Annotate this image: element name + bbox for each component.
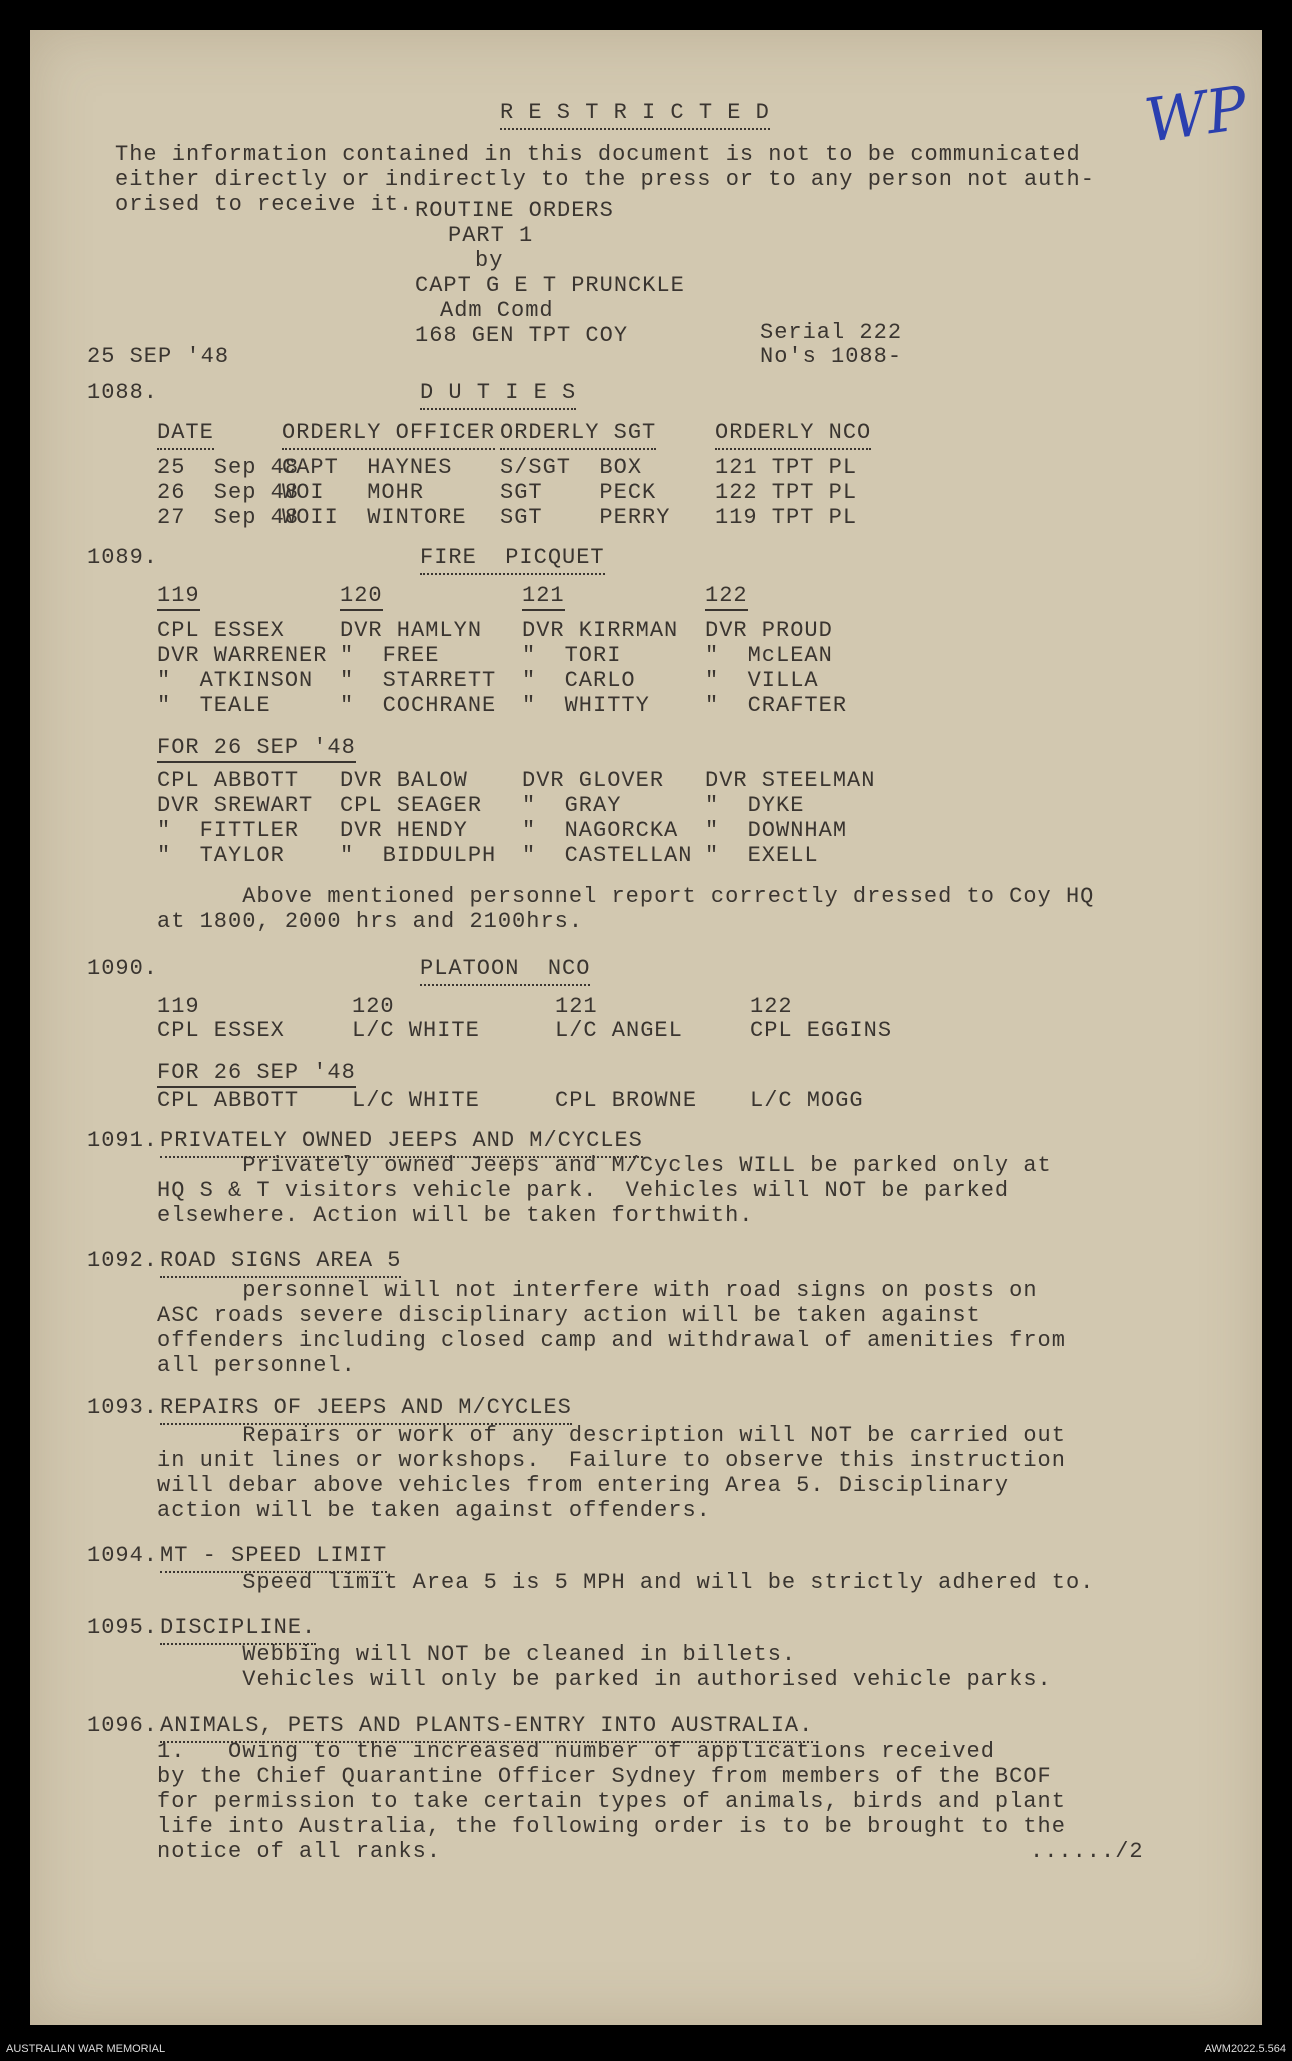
title-adm-comd: Adm Comd <box>440 298 554 323</box>
footer-institution: AUSTRALIAN WAR MEMORIAL <box>6 2043 166 2055</box>
order-numbers: No's 1088- <box>760 344 903 369</box>
duty-row-1-nco: 121 TPT PL <box>715 455 858 480</box>
duty-row-2-nco: 122 TPT PL <box>715 480 858 505</box>
order-1093-line-3: will debar above vehicles from entering Area 5. Disciplinary <box>157 1473 1010 1498</box>
serial-number: Serial 222 <box>760 320 903 345</box>
order-1095-line-1: Webbing will NOT be cleaned in billets. <box>157 1642 797 1667</box>
picquet-g1-r2-c4: " McLEAN <box>705 643 833 668</box>
order-1093-line-2: in unit lines or workshops. Failure to observe this instruction <box>157 1448 1066 1473</box>
picquet-g2-r4-c3: " CASTELLAN <box>522 843 693 868</box>
picquet-g2-r2-c1: DVR SREWART <box>157 793 314 818</box>
picquet-note-line-2: at 1800, 2000 hrs and 2100hrs. <box>157 909 584 934</box>
picquet-g2-r3-c2: DVR HENDY <box>340 818 468 843</box>
continuation-marker: ....../2 <box>1030 1839 1144 1864</box>
picquet-g1-r1-c2: DVR HAMLYN <box>340 618 483 643</box>
platoon-nco-heading: PLATOON NCO <box>420 956 590 986</box>
title-routine-orders: ROUTINE ORDERS <box>415 198 614 223</box>
notice-line-2: either directly or indirectly to the press or to any person not auth- <box>115 167 1095 192</box>
picquet-platoon-122: 122 <box>705 583 748 611</box>
order-1093-line-1: Repairs or work of any description will NOT be carried out <box>157 1423 1066 1448</box>
item-number-1093: 1093. <box>87 1395 159 1420</box>
duty-row-3-date: 27 Sep 48 <box>157 505 300 530</box>
nco-120: L/C WHITE <box>352 1018 480 1043</box>
item-number-1088: 1088. <box>87 380 159 405</box>
order-1092-title: ROAD SIGNS AREA 5 <box>160 1248 401 1278</box>
picquet-g1-r2-c1: DVR WARRENER <box>157 643 328 668</box>
nco2-119: CPL ABBOTT <box>157 1088 300 1113</box>
order-1096-title: ANIMALS, PETS AND PLANTS-ENTRY INTO AUSTRALIA. <box>160 1713 813 1743</box>
notice-line-1: The information contained in this document is not to be communicated <box>115 142 1081 167</box>
picquet-g2-r4-c2: " BIDDULPH <box>340 843 497 868</box>
picquet-g1-r3-c1: " ATKINSON <box>157 668 314 693</box>
item-number-1095: 1095. <box>87 1615 159 1640</box>
picquet-g1-r2-c3: " TORI <box>522 643 622 668</box>
picquet-g2-r1-c4: DVR STEELMAN <box>705 768 876 793</box>
order-1091-line-1: Privately owned Jeeps and M/Cycles WILL be parked only at <box>157 1153 1052 1178</box>
nco-119: CPL ESSEX <box>157 1018 285 1043</box>
duty-row-1-sgt: S/SGT BOX <box>500 455 643 480</box>
picquet-platoon-121: 121 <box>522 583 565 611</box>
picquet-note-line-1: Above mentioned personnel report correctly dressed to Coy HQ <box>157 884 1095 909</box>
duty-row-2-officer: WOI MOHR <box>282 480 425 505</box>
duties-col-sgt: ORDERLY SGT <box>500 420 656 450</box>
nco-platoon-121: 121 <box>555 994 598 1019</box>
picquet-g2-r3-c4: " DOWNHAM <box>705 818 848 843</box>
picquet-g1-r1-c3: DVR KIRRMAN <box>522 618 679 643</box>
nco-platoon-119: 119 <box>157 994 200 1019</box>
duties-col-nco: ORDERLY NCO <box>715 420 871 450</box>
duty-row-3-nco: 119 TPT PL <box>715 505 858 530</box>
picquet-platoon-120: 120 <box>340 583 383 611</box>
order-1096-line-3: for permission to take certain types of animals, birds and plant <box>157 1789 1066 1814</box>
duty-row-1-officer: CAPT HAYNES <box>282 455 453 480</box>
order-1091-title: PRIVATELY OWNED JEEPS AND M/CYCLES <box>160 1128 643 1158</box>
nco2-122: L/C MOGG <box>750 1088 864 1113</box>
picquet-g2-r2-c3: " GRAY <box>522 793 622 818</box>
duties-col-date: DATE <box>157 420 214 450</box>
picquet-g2-r3-c1: " FITTLER <box>157 818 300 843</box>
order-1092-line-1: personnel will not interfere with road signs on posts on <box>157 1278 1038 1303</box>
picquet-g2-r1-c2: DVR BALOW <box>340 768 468 793</box>
order-1096-line-1: 1. Owing to the increased number of applications received <box>157 1739 995 1764</box>
picquet-g1-r1-c1: CPL ESSEX <box>157 618 285 643</box>
picquet-g2-r4-c4: " EXELL <box>705 843 819 868</box>
order-1094-title: MT - SPEED LIMIT <box>160 1543 387 1573</box>
picquet-g1-r2-c2: " FREE <box>340 643 440 668</box>
order-1096-line-2: by the Chief Quarantine Officer Sydney from members of the BCOF <box>157 1764 1052 1789</box>
item-number-1091: 1091. <box>87 1128 159 1153</box>
picquet-g2-r3-c3: " NAGORCKA <box>522 818 679 843</box>
order-1092-line-4: all personnel. <box>157 1353 356 1378</box>
item-number-1092: 1092. <box>87 1248 159 1273</box>
order-1094-line-1: Speed limit Area 5 is 5 MPH and will be strictly adhered to. <box>157 1570 1095 1595</box>
fire-picquet-heading: FIRE PICQUET <box>420 545 605 575</box>
nco-121: L/C ANGEL <box>555 1018 683 1043</box>
picquet-for-date: FOR 26 SEP '48 <box>157 735 356 763</box>
picquet-g1-r3-c2: " STARRETT <box>340 668 497 693</box>
nco2-120: L/C WHITE <box>352 1088 480 1113</box>
duty-row-3-officer: WOII WINTORE <box>282 505 467 530</box>
picquet-g1-r1-c4: DVR PROUD <box>705 618 833 643</box>
order-1093-line-4: action will be taken against offenders. <box>157 1498 711 1523</box>
picquet-g2-r2-c4: " DYKE <box>705 793 805 818</box>
duty-row-2-date: 26 Sep 48 <box>157 480 300 505</box>
picquet-g2-r2-c2: CPL SEAGER <box>340 793 483 818</box>
order-1096-line-4: life into Australia, the following order is to be brought to the <box>157 1814 1066 1839</box>
picquet-g2-r1-c3: DVR GLOVER <box>522 768 665 793</box>
picquet-g1-r3-c4: " VILLA <box>705 668 819 693</box>
order-1095-title: DISCIPLINE. <box>160 1615 316 1645</box>
footer-catalogue-id: AWM2022.5.564 <box>1204 2043 1286 2055</box>
picquet-g1-r3-c3: " CARLO <box>522 668 636 693</box>
order-1095-line-2: Vehicles will only be parked in authorised vehicle parks. <box>157 1667 1052 1692</box>
duty-row-1-date: 25 Sep 48 <box>157 455 300 480</box>
nco-122: CPL EGGINS <box>750 1018 893 1043</box>
nco-for-date: FOR 26 SEP '48 <box>157 1060 356 1088</box>
title-part: PART 1 <box>448 223 534 248</box>
item-number-1096: 1096. <box>87 1713 159 1738</box>
picquet-g1-r4-c2: " COCHRANE <box>340 693 497 718</box>
notice-line-3: orised to receive it. <box>115 192 414 217</box>
nco2-121: CPL BROWNE <box>555 1088 698 1113</box>
order-1093-title: REPAIRS OF JEEPS AND M/CYCLES <box>160 1395 572 1425</box>
classification-heading: R E S T R I C T E D <box>500 100 770 130</box>
title-commander: CAPT G E T PRUNCKLE <box>415 273 685 298</box>
picquet-g1-r4-c4: " CRAFTER <box>705 693 848 718</box>
duties-heading: D U T I E S <box>420 380 576 410</box>
order-1092-line-2: ASC roads severe disciplinary action will be taken against <box>157 1303 981 1328</box>
item-number-1090: 1090. <box>87 956 159 981</box>
duty-row-2-sgt: SGT PECK <box>500 480 657 505</box>
picquet-platoon-119: 119 <box>157 583 200 611</box>
item-number-1089: 1089. <box>87 545 159 570</box>
picquet-g1-r4-c3: " WHITTY <box>522 693 650 718</box>
order-1092-line-3: offenders including closed camp and withdrawal of amenities from <box>157 1328 1066 1353</box>
item-number-1094: 1094. <box>87 1543 159 1568</box>
picquet-g2-r1-c1: CPL ABBOTT <box>157 768 300 793</box>
duty-row-3-sgt: SGT PERRY <box>500 505 671 530</box>
title-unit: 168 GEN TPT COY <box>415 323 629 348</box>
document-page <box>30 30 1262 2025</box>
picquet-g2-r4-c1: " TAYLOR <box>157 843 285 868</box>
order-1096-line-5: notice of all ranks. <box>157 1839 442 1864</box>
title-by: by <box>475 248 504 273</box>
nco-platoon-122: 122 <box>750 994 793 1019</box>
nco-platoon-120: 120 <box>352 994 395 1019</box>
duties-col-officer: ORDERLY OFFICER <box>282 420 495 450</box>
order-1091-line-2: HQ S & T visitors vehicle park. Vehicles will NOT be parked <box>157 1178 1010 1203</box>
picquet-g1-r4-c1: " TEALE <box>157 693 271 718</box>
order-1091-line-3: elsewhere. Action will be taken forthwith. <box>157 1203 754 1228</box>
order-date: 25 SEP '48 <box>87 344 230 369</box>
handwritten-initials: WP <box>1140 73 1252 157</box>
